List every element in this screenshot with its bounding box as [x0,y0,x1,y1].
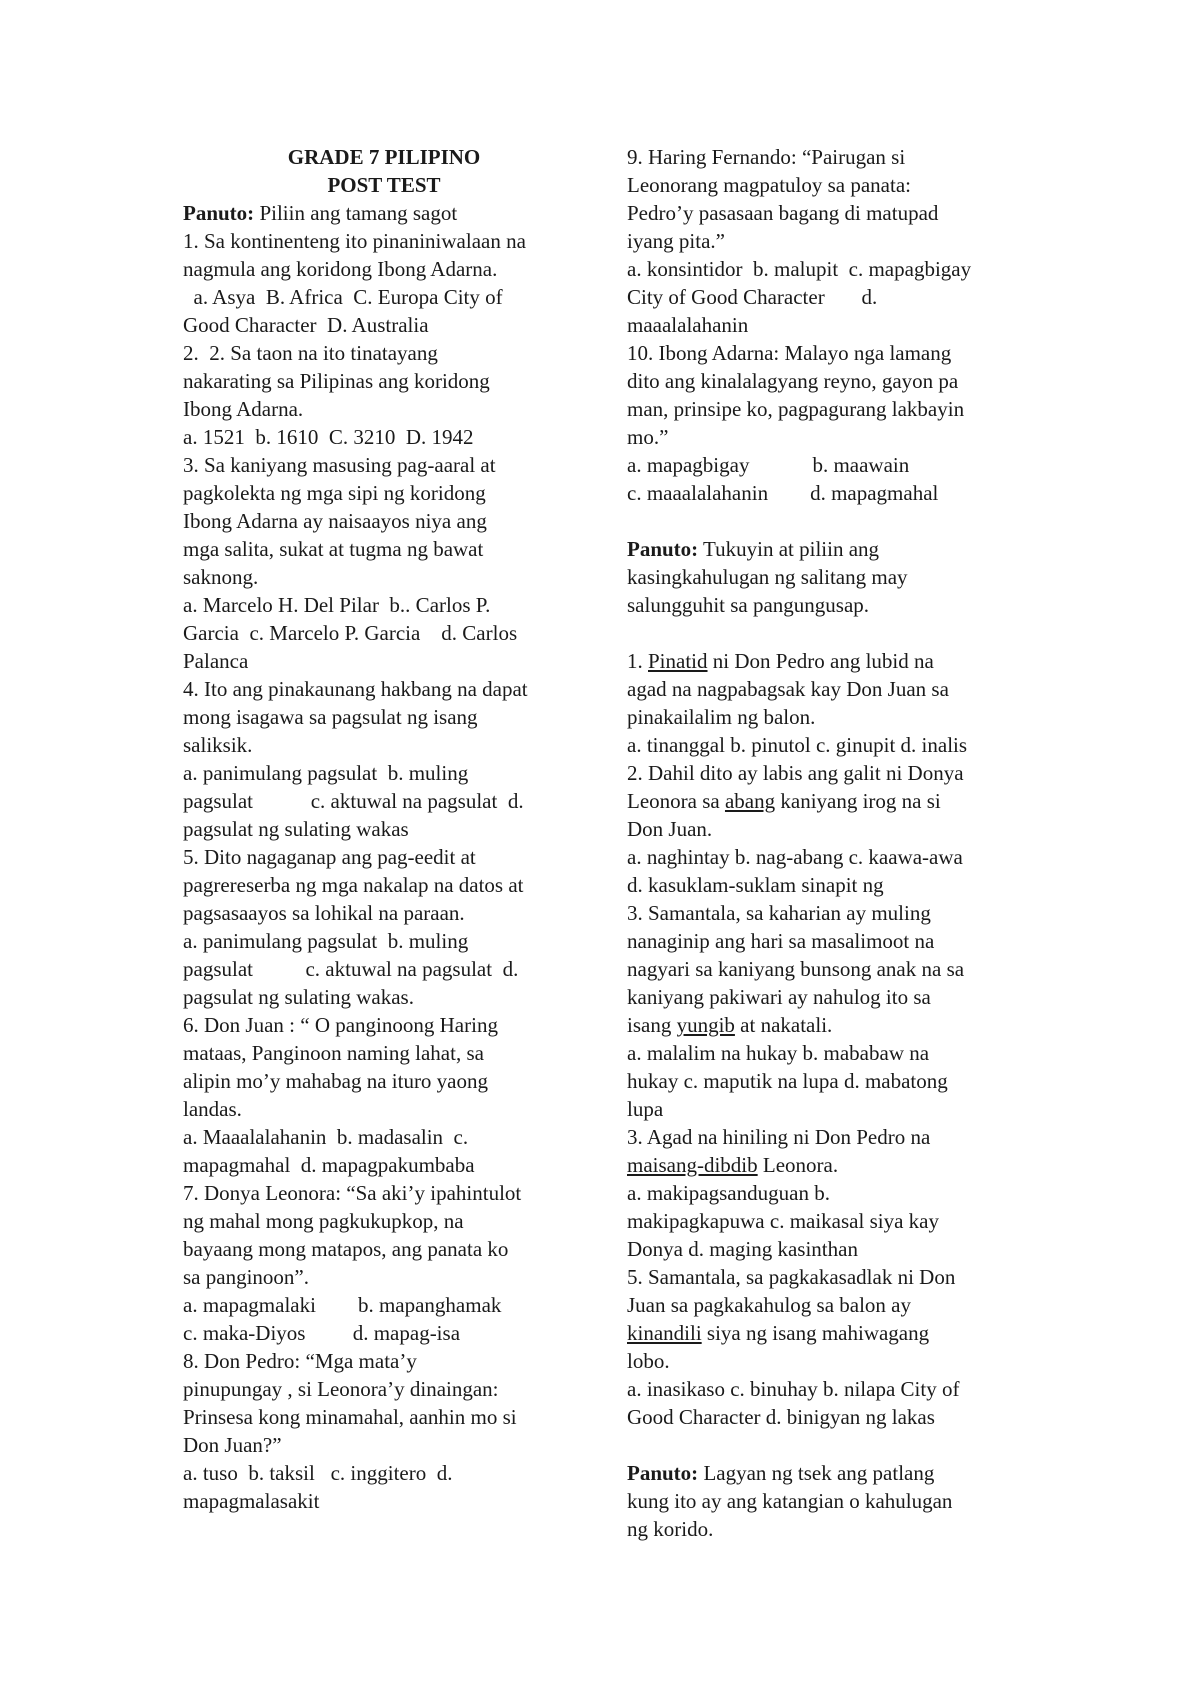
question-1: 1. Sa kontinenteng ito pinaniniwalaan na nagmula ang koridong Ibong Adarna. a. Asya B. Africa C. Europa City of Good Character D. Australia [183,229,526,337]
question-2: 2. 2. Sa taon na ito tinatayang nakarating sa Pilipinas ang koridong Ibong Adarna. a. 1521 b. 1610 C. 3210 D. 1942 [183,341,490,449]
synonym-item-1: 1. Pinatid ni Don Pedro ang lubid na agad na nagpabagsak kay Don Juan sa pinakailalim ng balon. a. tinanggal b. pinutol c. ginupit d. inalis [627,649,968,757]
right-column [627,143,1029,1543]
document-title: GRADE 7 PILIPINO [287,145,481,169]
synonym-item-2: 2. Dahil dito ay labis ang galit ni Donya Leonora sa abang kaniyang irog na si Don Juan. a. naghintay b. nag-abang c. kaawa-awa d. kasuklam-suklam sinapit ng [627,761,964,897]
document-subtitle: POST TEST [327,173,441,197]
instruction-label: Panuto: [183,201,255,225]
underlined-word: kinandili [627,1321,702,1345]
spacer [627,1431,1029,1459]
question-4: 4. Ito ang pinakaunang hakbang na dapat mong isagawa sa pagsulat ng isang saliksik. a. panimulang pagsulat b. muling pagsulat c. aktuwal na pagsulat d. pagsulat ng sulating wakas [183,677,528,841]
spacer [627,507,1029,535]
instruction-line: Panuto: Piliin ang tamang sagot [183,201,458,225]
question-9: 9. Haring Fernando: “Pairugan si Leonorang magpatuloy sa panata: Pedro’y pasasaan bagang di matupad iyang pita.” a. konsintidor b. malupit c. mapagbigay City of Good Character d. maaalalahanin [627,145,972,337]
instruction-block-3: Panuto: Lagyan ng tsek ang patlang kung ito ay ang katangian o kahulugan ng korido. [627,1461,953,1541]
spacer [627,619,1029,647]
instruction-label: Panuto: [627,1461,699,1485]
synonym-item-3: 3. Samantala, sa kaharian ay muling nanaginip ang hari sa masalimoot na nagyari sa kaniyang bunsong anak na sa kaniyang pakiwari ay nahulog ito sa isang yungib at nakatali. a. malalim na hukay b. mababaw na hukay c. maputik na lupa d. mabatong lupa [627,901,965,1121]
question-5: 5. Dito nagaganap ang pag-eedit at pagrereserba ng mga nakalap na datos at pagsasaayos sa lohikal na paraan. a. panimulang pagsulat b. muling pagsulat c. aktuwal na pagsulat d. pagsulat ng sulating wakas. [183,845,524,1009]
underlined-word: abang [724,789,776,813]
underlined-word: Pinatid [648,649,708,673]
instruction-block-2: Panuto: Tukuyin at piliin ang kasingkahulugan ng salitang may salungguhit sa pangungusap. [627,537,908,617]
instruction-label: Panuto: [627,537,699,561]
question-6: 6. Don Juan : “ O panginoong Haring mataas, Panginoon naming lahat, sa alipin mo’y mahabag na ituro yaong landas. a. Maaalalahanin b. madasalin c. mapagmahal d. mapagpakumbaba [183,1013,498,1177]
underlined-word: yungib [676,1013,735,1037]
question-7: 7. Donya Leonora: “Sa aki’y ipahintulot ng mahal mong pagkukupkop, na bayaang mong matapos, ang panata ko sa panginoon”. a. mapagmalaki b. mapanghamak c. maka-Diyos d. mapag-isa [183,1181,522,1345]
left-column [183,143,585,1515]
question-3: 3. Sa kaniyang masusing pag-aaral at pagkolekta ng mga sipi ng koridong Ibong Adarna ay naisaayos niya ang mga salita, sukat at tugma ng bawat saknong. a. Marcelo H. Del Pilar b.. Carlos P. Garcia c. Marcelo P. Garcia d. Carlos Palanca [183,453,518,673]
question-8: 8. Don Pedro: “Mga mata’y pinupungay , si Leonora’y dinaingan: Prinsesa kong minamahal, aanhin mo si Don Juan?” a. tuso b. taksil c. inggitero d. mapagmalasakit [183,1349,517,1513]
underlined-word: maisang-dibdib [627,1153,758,1177]
synonym-item-4: 3. Agad na hiniling ni Don Pedro na maisang-dibdib Leonora. a. makipagsanduguan b. makipagkapuwa c. maikasal siya kay Donya d. maging kasinthan [627,1125,939,1261]
question-10: 10. Ibong Adarna: Malayo nga lamang dito ang kinalalagyang reyno, gayon pa man, prinsipe ko, pagpagurang lakbayin mo.” a. mapagbigay b. maawain c. maaalalahanin d. mapagmahal [627,341,965,505]
synonym-item-5: 5. Samantala, sa pagkakasadlak ni Don Juan sa pagkakahulog sa balon ay kinandili siya ng isang mahiwagang lobo. a. inasikaso c. binuhay b. nilapa City of Good Character d. binigyan ng lakas [627,1265,960,1429]
